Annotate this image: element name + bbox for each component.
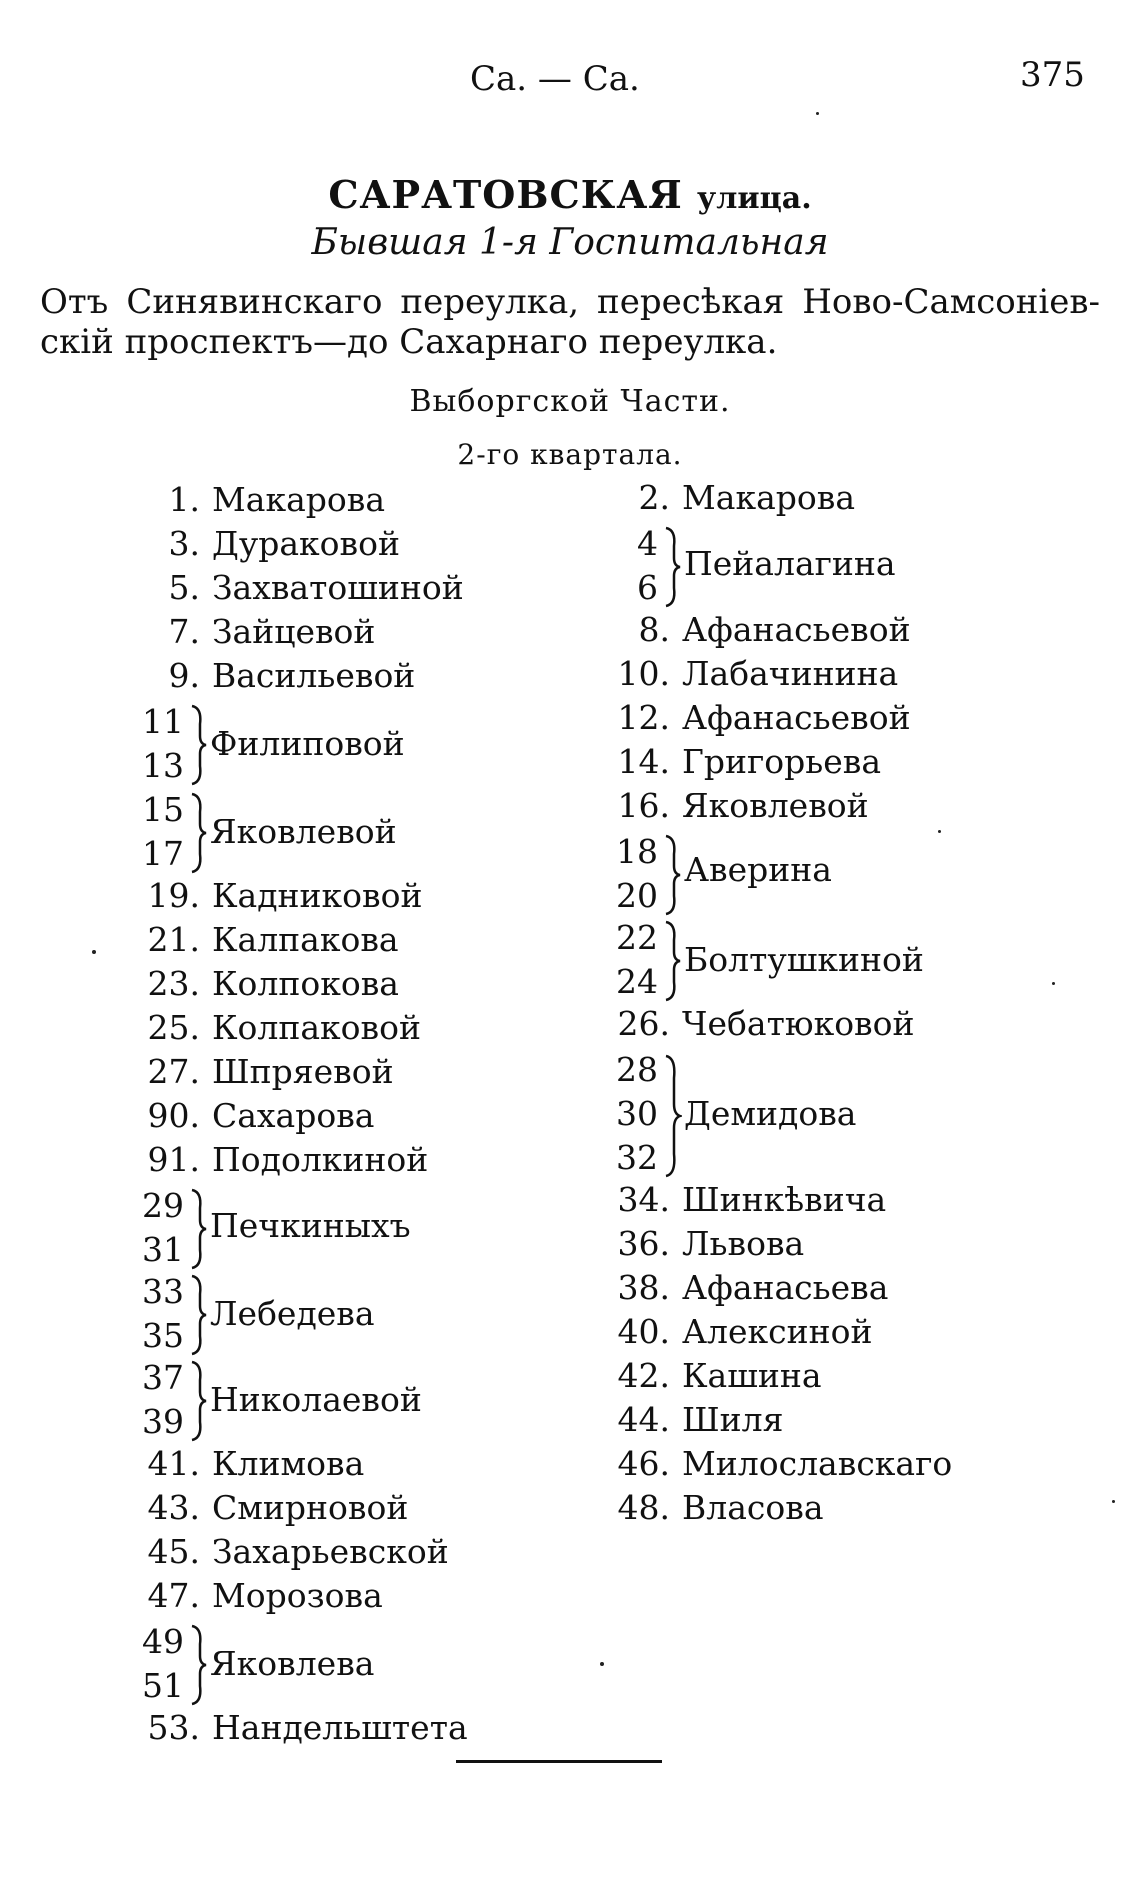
list-item: 21. Калпакова — [147, 920, 399, 959]
list-item: 53. Нандельштета — [147, 1708, 468, 1747]
running-header: Са. — Са. — [470, 59, 640, 99]
book-page: Са. — Са. 375 САРАТОВСКАЯ улица. Бывшая 1-я Госпитальная Отъ Синявинскаго переулка, пересѣкая Ново-Самсоніев- скій проспектъ—до Сахарнаго переулка. Выборгской Части. 2-го квартала. 1. Макарова 3. Дураковой 5. Захватошиной 7. Зайцевой 9. Васильевой 11 13 Филиповой 15 17 Яковлевой 19. Кадниковой 21. Калпакова 23. Колпокова 25. Колпаковой 27. Шпряевой 90. Сахарова 91. Подолкиной 29 31 Печкиныхъ 33 35 Лебедева 37 39 Николаевой 41. Климова 43. Смирновой 45. Захарьевской 47. Морозова 49 51 Яковлева 53. Нандельштета 2. Макарова 4 6 Пейалагина 8. Афанасьевой 10. Лабачинина 12. Афанасьевой 14. Григорьева 16. Яковлевой 18 20 Аверина 22 24 Болтушкиной 26. Чебатюковой 28 30 32 Демидова 34. Шинкѣвича 36. Львова 38. Афанасьева 40. Алексиной 42. Кашина 44. Шиля 46. Милославскаго 48. Власова — [0, 0, 1140, 1885]
street-description — [40, 282, 1100, 362]
print-speck — [1112, 1500, 1115, 1503]
list-item: 19. Кадниковой — [147, 876, 423, 915]
list-item: 27. Шпряевой — [147, 1052, 394, 1091]
list-item: 7. Зайцевой — [168, 612, 376, 651]
list-item: 26. Чебатюковой — [617, 1004, 915, 1043]
quarter-label: 2-го квартала. — [457, 438, 683, 471]
list-item: 10. Лабачинина — [617, 654, 899, 693]
list-item: 3. Дураковой — [168, 524, 400, 563]
list-item: 47. Морозова — [147, 1576, 383, 1615]
list-item: 9. Васильевой — [168, 656, 416, 695]
list-item: 36. Львова — [617, 1224, 805, 1263]
street-name: САРАТОВСКАЯ — [328, 172, 683, 217]
list-item: 16. Яковлевой — [617, 786, 869, 825]
street-suffix: улица. — [697, 181, 812, 216]
list-item: 90. Сахарова — [147, 1096, 375, 1135]
print-speck — [1052, 982, 1055, 985]
list-item: 46. Милославскаго — [617, 1444, 953, 1483]
list-item: 41. Климова — [147, 1444, 365, 1483]
list-item: 45. Захарьевской — [147, 1532, 449, 1571]
list-item: 23. Колпокова — [147, 964, 399, 1003]
description-line-1: Отъ Синявинскаго переулка, пересѣкая Ново-Самсоніев- — [40, 282, 1100, 322]
description-line-2: скій проспектъ—до Сахарнаго переулка. — [40, 322, 778, 362]
list-item: 38. Афанасьева — [617, 1268, 889, 1307]
list-item: 5. Захватошиной — [168, 568, 464, 607]
list-item: 42. Кашина — [617, 1356, 822, 1395]
list-item: 48. Власова — [617, 1488, 824, 1527]
end-rule — [456, 1760, 662, 1763]
former-name: Бывшая 1-я Госпитальная — [311, 222, 829, 263]
street-title — [0, 172, 1140, 217]
district-label: Выборгской Части. — [409, 384, 731, 419]
list-item: 40. Алексиной — [617, 1312, 873, 1351]
print-speck — [92, 950, 96, 954]
page-number: 375 — [1020, 55, 1085, 95]
print-speck — [600, 1662, 604, 1666]
list-item: 43. Смирновой — [147, 1488, 409, 1527]
list-item: 2. Макарова — [638, 478, 856, 517]
list-item: 14. Григорьева — [617, 742, 881, 781]
list-item: 8. Афанасьевой — [638, 610, 911, 649]
list-item: 12. Афанасьевой — [617, 698, 911, 737]
list-item: 1. Макарова — [168, 480, 386, 519]
list-item: 34. Шинкѣвича — [617, 1180, 887, 1219]
list-item: 91. Подолкиной — [147, 1140, 429, 1179]
list-item: 44. Шиля — [617, 1400, 784, 1439]
print-speck — [816, 112, 819, 115]
list-item: 25. Колпаковой — [147, 1008, 421, 1047]
print-speck — [938, 830, 941, 833]
